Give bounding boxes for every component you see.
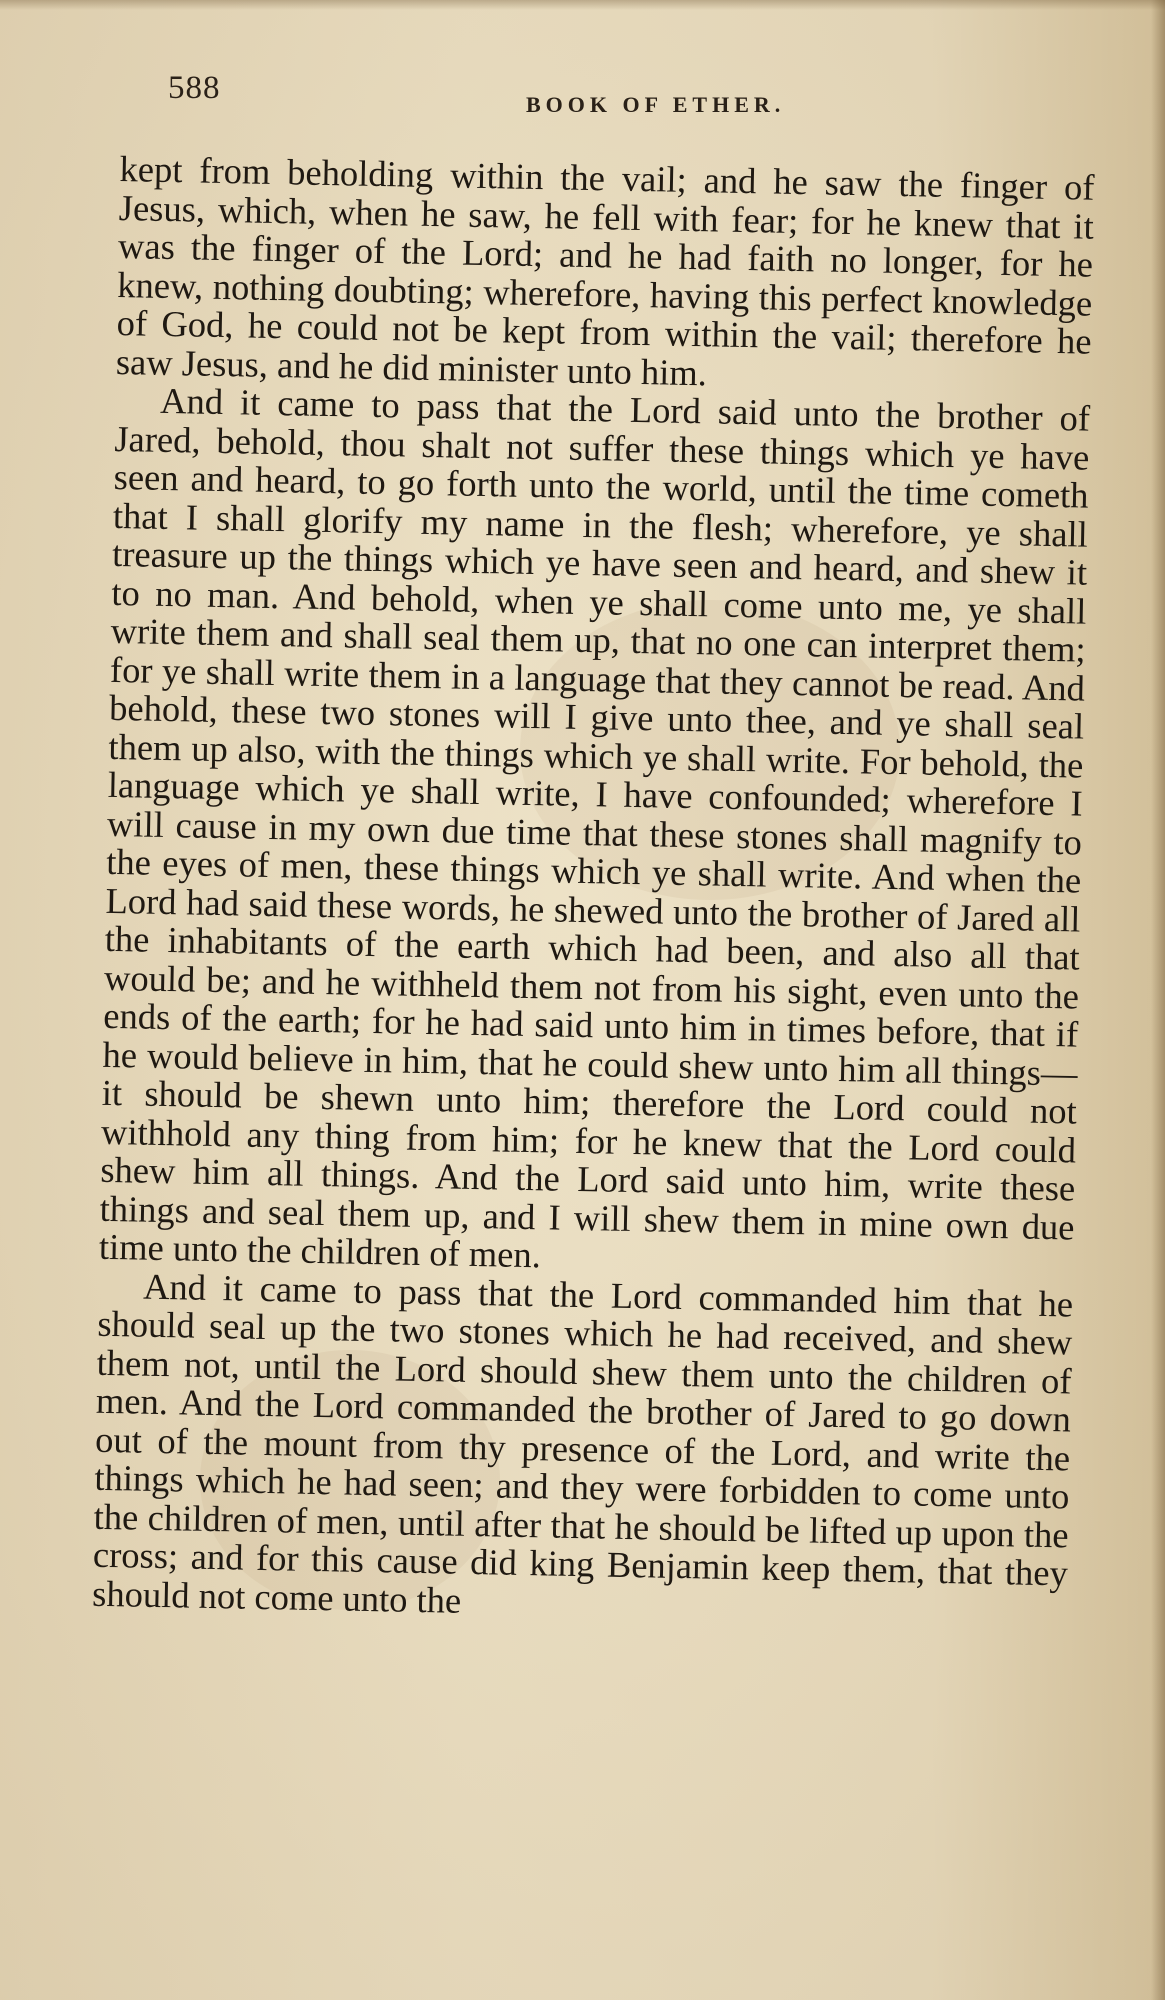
page-top-shadow <box>0 0 1165 10</box>
body-text <box>92 150 1095 1631</box>
page-header <box>168 70 1088 130</box>
page-number: 588 <box>168 70 221 106</box>
paragraph: And it came to pass that the Lord said unto the brother of Jared, behold, thou shalt not suffer these things which ye have seen and heard, to go forth unto the world, until the time cometh that I shall glorify my name in the flesh; wherefore, ye shall treasure up the things which ye have seen and heard, and shew it to no man. And behold, when ye shall come unto me, ye shall write them and shall seal them up, that no one can interpret them; for ye shall write them in a language that they cannot be read. And behold, these two stones will I give unto thee, and ye shall seal them up also, with the things which ye shall write. For behold, the language which ye shall write, I have confounded; wherefore I will cause in my own due time that these stones shall magnify to the eyes of men, these things which ye shall write. And when the Lord had said these words, he shewed unto the brother of Jared all the inhabitants of the earth which had been, and also all that would be; and he withheld them not from his sight, even unto the ends of the earth; for he had said unto him in times before, that if he would believe in him, that he could shew unto him all things—it should be shewn unto him; therefore the Lord could not withhold any thing from him; for he knew that the Lord could shew him all things. And the Lord said unto him, write these things and seal them up, and I will shew them in mine own due time unto the children of men. <box>98 379 1091 1276</box>
running-head: BOOK OF ETHER. <box>526 92 786 117</box>
paragraph: And it came to pass that the Lord commanded him that he should seal up the two stones which he had received, and shew them not, until the Lord should shew them unto the children of men. And the Lord commanded the brother of Jared to go down out of the mount from thy presence of the Lord, and write the things which he had seen; and they were forbidden to come unto the children of men, until after that he should be lifted up upon the cross; and for this cause did king Benjamin keep them, that they should not come unto the <box>91 1265 1074 1621</box>
paragraph-continued: kept from beholding within the vail; and he saw the finger of Jesus, which, when he saw, he fell with fear; for he knew that it was the finger of the Lord; and he had faith no longer, for he knew, nothing doubting; wherefore, having this perfect knowledge of God, he could not be kept from within the vail; therefore he saw Jesus, and he did minister unto him. <box>115 148 1095 393</box>
page-binding-shadow <box>1151 0 1165 2000</box>
